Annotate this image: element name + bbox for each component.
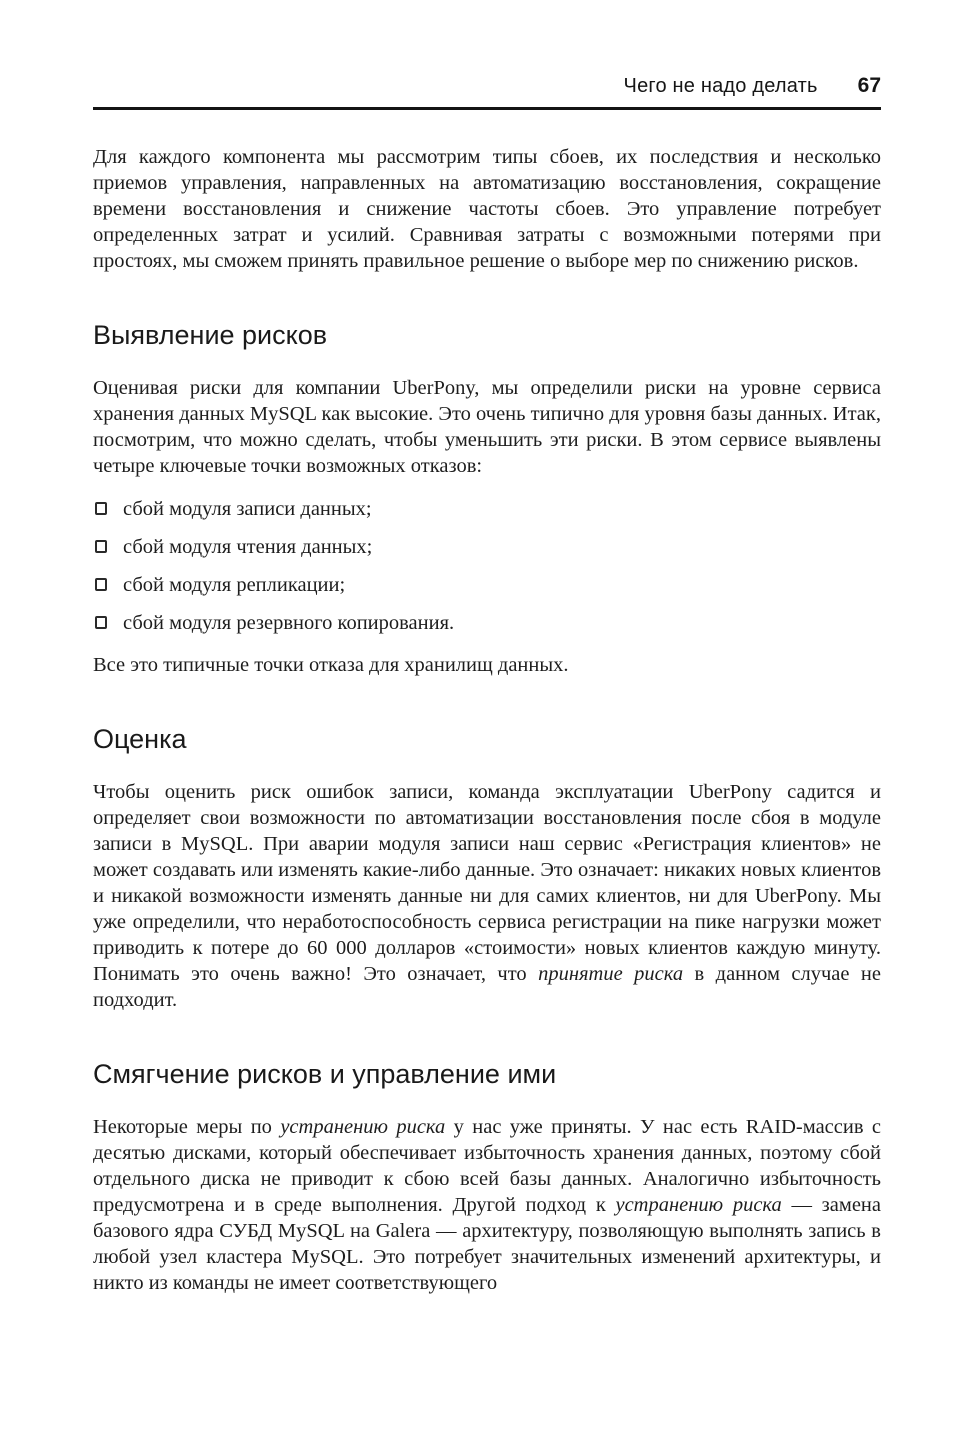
list-item-text: сбой модуля репликации; [123,574,346,596]
list-item-text: сбой модуля чтения данных; [123,536,373,558]
mitigation-paragraph: Некоторые меры по устранению риска у нас уже приняты. У нас есть RAID-массив с десятью дисками, который обеспечивает избыточность хранения данных, поэтому сбой отдельного диска не приводит к сбою всей базы данных. Аналогично избыточность предусмотрена и в среде выполнения. Другой подход к устранению риска — замена базового ядра СУБД MySQL на Galera — архитектуру, позволяющую выполнять запись в любой узел кластера MySQL. Это потребует значительных изменений архитектуры, и никто из команды не имеет соответствующего [93,1116,882,1294]
square-bullet-icon [95,540,107,553]
section-heading-mitigation: Смягчение рисков и управление ими [93,1059,557,1089]
section-assessment [93,724,881,1013]
square-bullet-icon [95,502,107,515]
list-item [93,496,881,522]
section-heading-assessment: Оценка [93,724,187,754]
book-page [0,74,974,1450]
section-risk-identification [93,320,881,678]
list-item-text: сбой модуля резервного копирования. [123,612,455,634]
section-heading-risk-identification: Выявление рисков [93,320,328,350]
header-rule [93,107,881,110]
list-item [93,534,881,560]
list-item [93,572,881,598]
square-bullet-icon [95,616,107,629]
running-header [93,74,881,98]
list-item [93,610,881,636]
failure-points-list [93,496,881,636]
list-item-text: сбой модуля записи данных; [123,498,372,520]
section-mitigation [93,1059,881,1296]
assessment-paragraph: Чтобы оценить риск ошибок записи, команда эксплуатации UberPony садится и определяет свои возможности по автоматизации восстановления после сбоя в модуле записи в MySQL. При аварии модуля записи наш сервис «Регистрация клиентов» не может создавать или изменять какие-либо данные. Это означает: никаких новых клиентов и никакой возможности изменять данные ни для самих клиентов, ни для UberPony. Мы уже определили, что неработоспособность сервиса регистрации на пике нагрузки может приводить к потере до 60 000 долларов «стоимости» новых клиентов каждую минуту. Понимать это очень важно! Это означает, что принятие риска в данном случае не подходит. [93,781,881,1011]
risk-identification-paragraph: Оценивая риски для компании UberPony, мы определили риски на уровне сервиса хранения данных MySQL как высокие. Это очень типично для уровня базы данных. Итак, посмотрим, что можно сделать, чтобы уменьшить эти риски. В этом сервисе выявлены четыре ключевые точки возможных отказов: [93,377,881,477]
page-number: 67 [857,74,881,97]
square-bullet-icon [95,578,107,591]
intro-paragraph: Для каждого компонента мы рассмотрим типы сбоев, их последствия и несколько приемов управления, направленных на автоматизацию восстановления, сокращение времени восстановления и снижение частоты сбоев. Это управление потребует определенных затрат и усилий. Сравнивая затраты с возможными потерями при простоях, мы сможем принять правильное решение о выборе мер по снижению рисков. [93,146,881,272]
risk-identification-summary: Все это типичные точки отказа для хранилищ данных. [93,654,569,676]
chapter-title: Чего не надо делать [623,75,818,97]
